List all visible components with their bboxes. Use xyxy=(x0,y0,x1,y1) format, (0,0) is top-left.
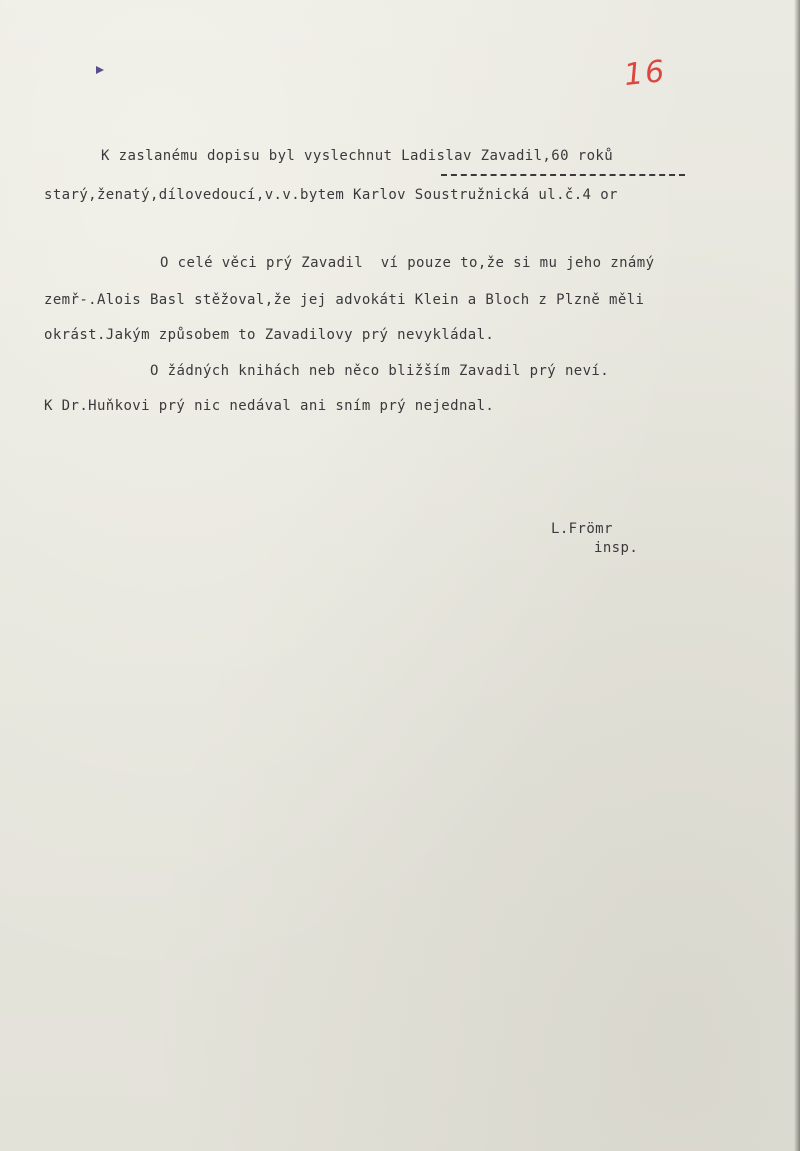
text-line-6: O žádných knihách neb něco bližším Zavadil prý neví. xyxy=(150,363,610,379)
text-line-2: starý,ženatý,dílovedoucí,v.v.bytem Karlov Soustružnická ul.č.4 or xyxy=(44,187,618,203)
page-edge-shadow xyxy=(794,0,800,1151)
signature-title: insp. xyxy=(594,540,639,556)
arrow-mark-icon xyxy=(96,66,104,74)
text-line-3: O celé věci prý Zavadil ví pouze to,že si mu jeho známý xyxy=(160,255,655,271)
handwritten-page-number: 16 xyxy=(622,53,668,94)
text-line-7: K Dr.Huňkovi prý nic nedával ani sním prý nejednal. xyxy=(44,398,495,414)
text-line-5: okrást.Jakým způsobem to Zavadilovy prý nevykládal. xyxy=(44,327,495,343)
signature-name: L.Frömr xyxy=(551,521,613,537)
text-line-1: K zaslanému dopisu byl vyslechnut Ladislav Zavadil,60 roků xyxy=(101,148,614,164)
text-line-4: zemř-.Alois Basl stěžoval,že jej advokáti Klein a Bloch z Plzně měli xyxy=(44,292,645,308)
underline-dashes xyxy=(441,174,685,176)
